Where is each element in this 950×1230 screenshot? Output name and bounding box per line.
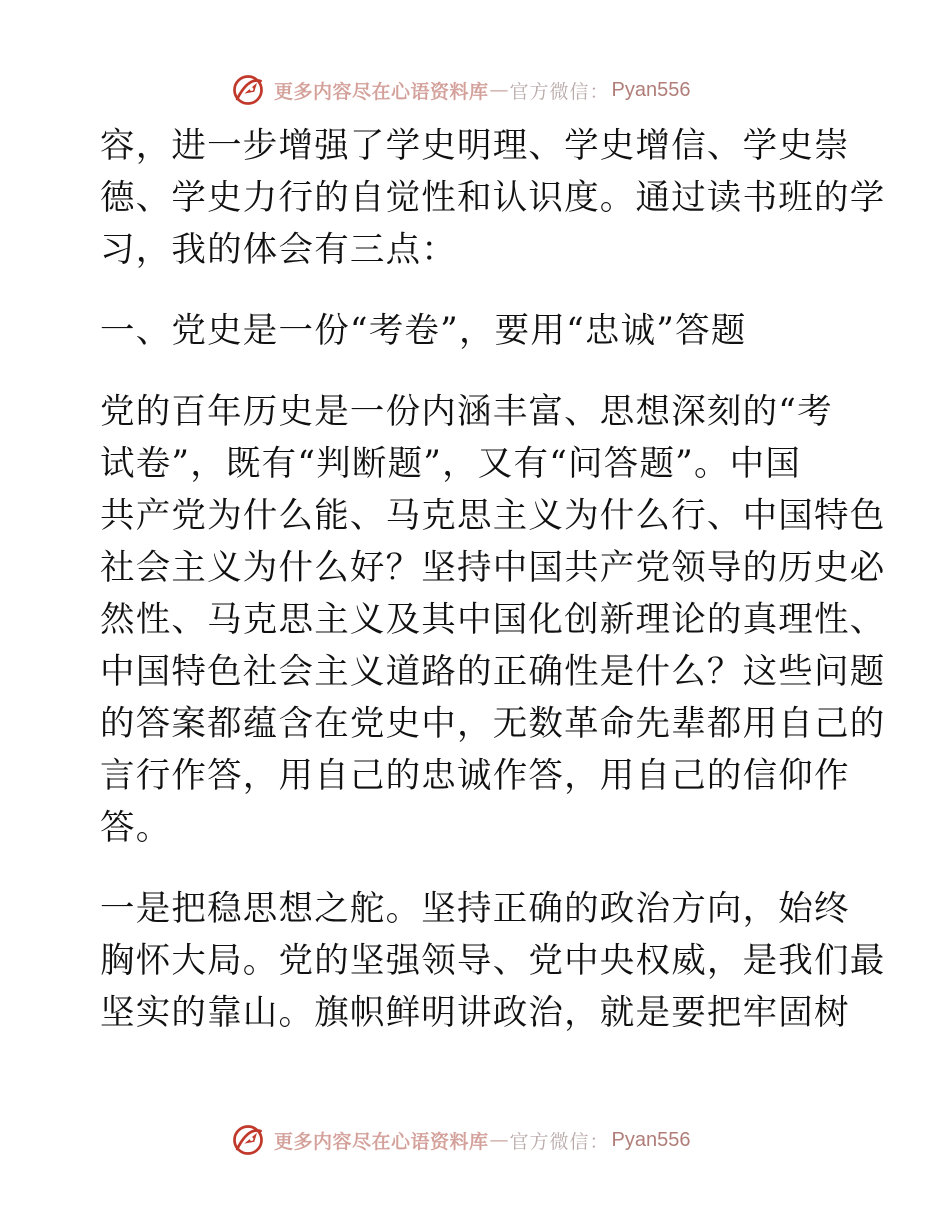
banner-wechat-id: Pyan556 [611, 78, 691, 101]
text-line: 言行作答，用自己的忠诚作答，用自己的信仰作 [100, 756, 850, 796]
text-line: 社会主义为什么好？坚持中国共产党领导的历史必 [100, 548, 886, 588]
section-heading: 一、党史是一份“考卷”，要用“忠诚”答题 [100, 311, 747, 351]
text-line: 的答案都蕴含在党史中，无数革命先辈都用自己的 [100, 704, 886, 744]
pen-nib-logo-icon [230, 1122, 266, 1158]
paragraph-gap [100, 276, 860, 305]
banner-wechat-id: Pyan556 [611, 1128, 691, 1151]
paragraph-gap [100, 854, 860, 883]
header-banner [230, 70, 691, 110]
text-line: 然性、马克思主义及其中国化创新理论的真理性、 [100, 600, 886, 640]
banner-wechat-label: 官方微信： [509, 80, 610, 103]
text-line: 试卷”，既有“判断题”，又有“问答题”。中国 [100, 444, 802, 484]
text-line: 党的百年历史是一份内涵丰富、思想深刻的“考 [100, 392, 833, 432]
banner-separator: — [489, 1129, 509, 1151]
pen-nib-logo-icon [230, 72, 266, 108]
text-line: 共产党为什么能、马克思主义为什么行、中国特色 [100, 496, 886, 536]
text-line: 胸怀大局。党的坚强领导、党中央权威，是我们最 [100, 941, 886, 981]
text-line: 中国特色社会主义道路的正确性是什么？这些问题 [100, 652, 886, 692]
banner-wechat-label: 官方微信： [509, 1130, 610, 1153]
text-line: 答。 [100, 808, 172, 848]
banner-main-text: 更多内容尽在心语资料库 [274, 1130, 489, 1153]
text-line: 一是把稳思想之舵。坚持正确的政治方向，始终 [100, 889, 850, 929]
text-line: 容，进一步增强了学史明理、学史增信、学史崇 [100, 126, 850, 166]
banner-separator: — [489, 79, 509, 101]
text-line: 德、学史力行的自觉性和认识度。通过读书班的学 [100, 178, 886, 218]
text-line: 习，我的体会有三点： [100, 230, 457, 270]
footer-banner [230, 1120, 691, 1160]
banner-main-text: 更多内容尽在心语资料库 [274, 80, 489, 103]
document-body [100, 120, 886, 1039]
paragraph-gap [100, 357, 860, 386]
text-line: 坚实的靠山。旗帜鲜明讲政治，就是要把牢固树 [100, 993, 850, 1033]
